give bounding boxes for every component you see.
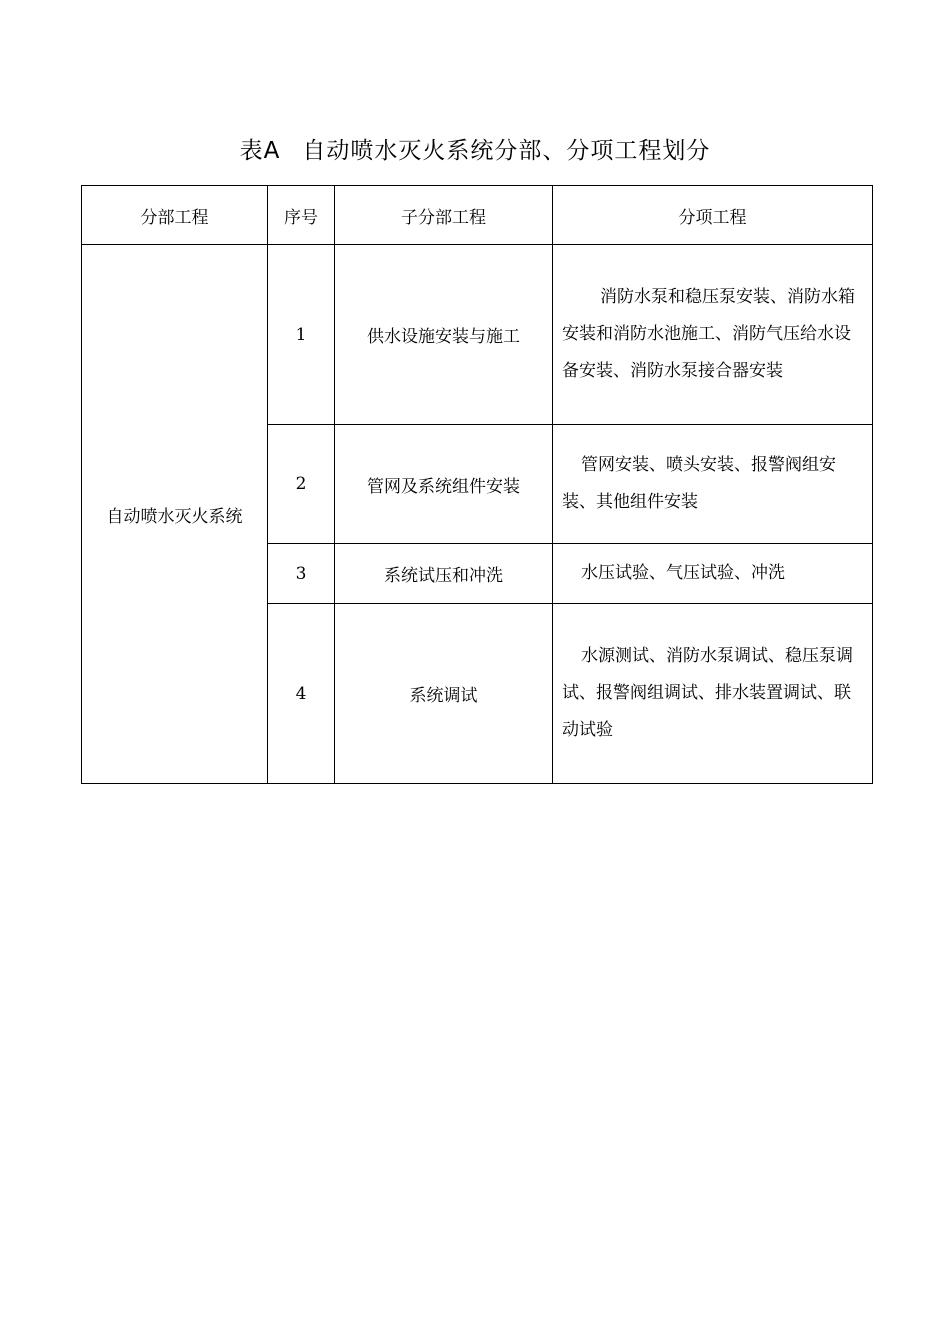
header-division: 分部工程 [82, 186, 268, 245]
row-number: 2 [268, 425, 335, 544]
page-title [0, 132, 950, 165]
items-text: 管网安装、喷头安装、报警阀组安装、其他组件安装 [562, 455, 836, 512]
table-title-text: 自动喷水灭火系统分部、分项工程划分 [302, 138, 711, 164]
sub-division-cell: 供水设施安装与施工 [335, 245, 553, 425]
row-number: 4 [268, 604, 335, 784]
table-row [82, 245, 873, 425]
items-text: 水源测试、消防水泵调试、稳压泵调试、报警阀组调试、排水装置调试、联动试验 [562, 646, 853, 740]
items-text: 消防水泵和稳压泵安装、消防水箱安装和消防水池施工、消防气压给水设备安装、消防水泵接合器安装 [562, 287, 855, 381]
division-table [81, 185, 873, 784]
items-cell [553, 245, 873, 425]
sub-division-cell: 系统调试 [335, 604, 553, 784]
table-label: 表A [239, 138, 281, 164]
row-number: 1 [268, 245, 335, 425]
items-text: 水压试验、气压试验、冲洗 [581, 563, 785, 583]
row-number: 3 [268, 544, 335, 604]
items-cell [553, 544, 873, 604]
header-sub-division: 子分部工程 [335, 186, 553, 245]
division-cell: 自动喷水灭火系统 [82, 245, 268, 784]
header-items: 分项工程 [553, 186, 873, 245]
sub-division-cell: 管网及系统组件安装 [335, 425, 553, 544]
items-cell [553, 604, 873, 784]
header-number: 序号 [268, 186, 335, 245]
items-cell [553, 425, 873, 544]
table-header-row [82, 186, 873, 245]
sub-division-cell: 系统试压和冲洗 [335, 544, 553, 604]
